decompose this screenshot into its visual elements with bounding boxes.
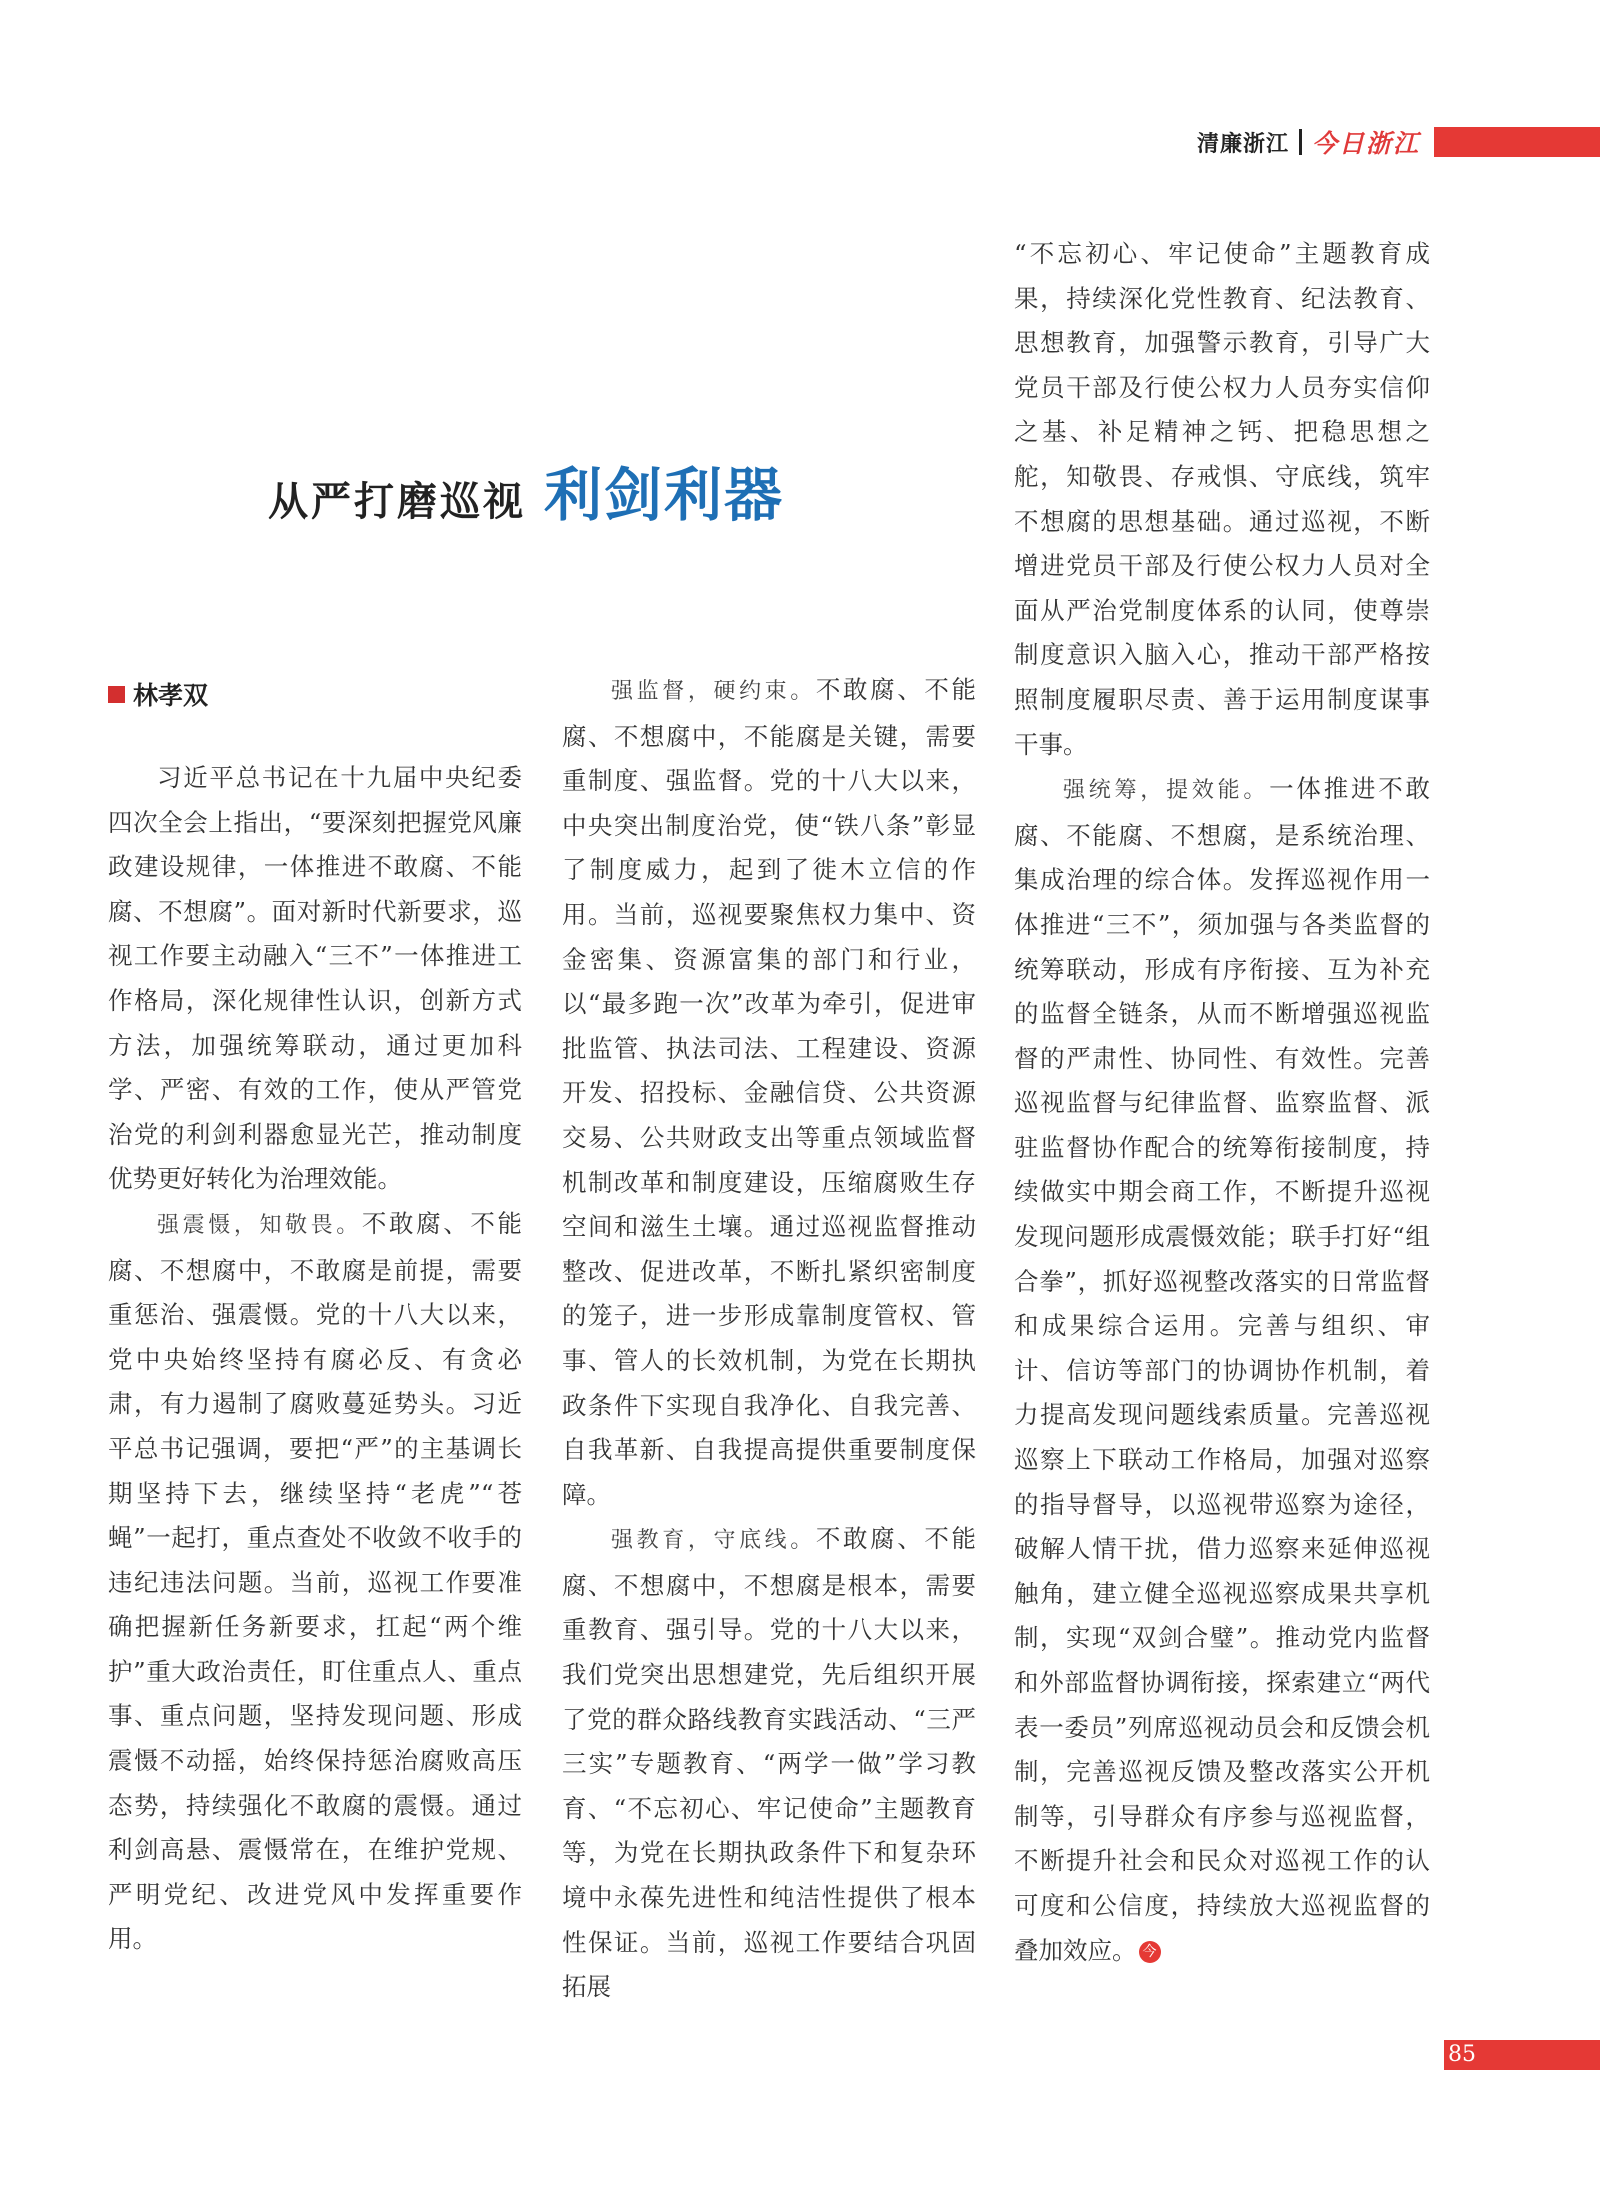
- section-4-lead: 强统筹，提效能。: [1063, 778, 1270, 804]
- end-mark-icon: 今: [1139, 1941, 1161, 1963]
- section-4-paragraph: [1014, 767, 1430, 1973]
- article-title: [268, 448, 948, 532]
- section-1-lead: 强震慑，知敬畏。: [157, 1212, 362, 1238]
- section-label: 清廉浙江: [1196, 131, 1289, 157]
- section-2-body: 不敢腐、不能腐、不想腐中，不能腐是关键，需要重制度、强监督。党的十八大以来，中央突出制度治党，使“铁八条”彰显了制度威力，起到了徙木立信的作用。当前，巡视要聚焦权力集中、资金密集、资源富集的部门和行业，以“最多跑一次”改革为牵引，促进审批监管、执法司法、工程建设、资源开发、招投标、金融信贷、公共资源交易、公共财政支出等重点领域监督机制改革和制度建设，压缩腐败生存空间和滋生土壤。通过巡视监督推动整改、促进改革，不断扎紧织密制度的笼子，进一步形成靠制度管权、管事、管人的长效机制，为党在长期执政条件下实现自我净化、自我完善、自我革新、自我提高提供重要制度保障。: [562, 675, 976, 1509]
- section-2-lead: 强监督，硬约束。: [611, 679, 816, 704]
- section-3-paragraph: [562, 1517, 976, 2010]
- header-divider: [1299, 129, 1302, 155]
- author-marker: [108, 686, 125, 703]
- author-name: 林孝双: [133, 681, 209, 710]
- section-3-body: 不敢腐、不能腐、不想腐中，不想腐是根本，需要重教育、强引导。党的十八大以来，我们党突出思想建党，先后组织开展了党的群众路线教育实践活动、“三严三实”专题教育、“两学一做”学习教育、“不忘初心、牢记使命”主题教育等，为党在长期执政条件下和复杂环境中永葆先进性和纯洁性提供了根本性保证。当前，巡视工作要结合巩固拓展: [562, 1524, 976, 2002]
- title-main: 从严打磨巡视: [268, 478, 526, 525]
- magazine-logo: 今日浙江: [1311, 129, 1420, 158]
- section-3-lead: 强教育，守底线。: [611, 1528, 816, 1554]
- page-number: 85: [1448, 2042, 1476, 2067]
- section-3-continuation: “不忘初心、牢记使命”主题教育成果，持续深化党性教育、纪法教育、思想教育，加强警示教育，引导广大党员干部及行使公权力人员夯实信仰之基、补足精神之钙、把稳思想之舵，知敬畏、存戒惧、守底线，筑牢不想腐的思想基础。通过巡视，不断增进党员干部及行使公权力人员对全面从严治党制度体系的认同，使尊崇制度意识入脑入心，推动干部严格按照制度履职尽责、善于运用制度谋事干事。: [1014, 239, 1430, 759]
- column-1: [108, 756, 522, 1962]
- section-1-body: 不敢腐、不能腐、不想腐中，不敢腐是前提，需要重惩治、强震慑。党的十八大以来，党中央始终坚持有腐必反、有贪必肃，有力遏制了腐败蔓延势头。习近平总书记强调，要把“严”的主基调长期坚持下去，继续坚持“老虎”“苍蝇”一起打，重点查处不收敛不收手的违纪违法问题。当前，巡视工作要准确把握新任务新要求，扛起“两个维护”重大政治责任，盯住重点人、重点事、重点问题，坚持发现问题、形成震慑不动摇，始终保持惩治腐败高压态势，持续强化不敢腐的震慑。通过利剑高悬、震慑常在，在维护党规、严明党纪、改进党风中发挥重要作用。: [108, 1208, 522, 1954]
- column-2: [562, 668, 976, 2010]
- section-1-paragraph: [108, 1202, 522, 1962]
- column-3: [1014, 232, 1430, 1973]
- section-2-paragraph: [562, 668, 976, 1517]
- page-footer-bar: [1444, 2040, 1600, 2070]
- section-4-body: 一体推进不敢腐、不能腐、不想腐，是系统治理、集成治理的综合体。发挥巡视作用一体推进“三不”，须加强与各类监督的统筹联动，形成有序衔接、互为补充的监督全链条，从而不断增强巡视监督的严肃性、协同性、有效性。完善巡视监督与纪律监督、监察监督、派驻监督协作配合的统筹衔接制度，持续做实中期会商工作，不断提升巡视发现问题形成震慑效能；联手打好“组合拳”，抓好巡视整改落实的日常监督和成果综合运用。完善与组织、审计、信访等部门的协调协作机制，着力提高发现问题线索质量。完善巡视巡察上下联动工作格局，加强对巡察的指导督导，以巡视带巡察为途径，破解人情干扰，借力巡察来延伸巡视触角，建立健全巡视巡察成果共享机制，实现“双剑合璧”。推动党内监督和外部监督协调衔接，探索建立“两代表一委员”列席巡视动员会和反馈会机制，完善巡视反馈及整改落实公开机制等，引导群众有序参与巡视监督，不断提升社会和民众对巡视工作的认可度和公信度，持续放大巡视监督的叠加效应。: [1014, 774, 1430, 1965]
- title-accent: 利剑利器: [544, 461, 785, 529]
- magazine-header: [1197, 124, 1600, 160]
- author-byline: [108, 676, 208, 712]
- intro-paragraph: 习近平总书记在十九届中央纪委四次全会上指出，“要深刻把握党风廉政建设规律，一体推进不敢腐、不能腐、不想腐”。面对新时代新要求，巡视工作要主动融入“三不”一体推进工作格局，深化规律性认识，创新方式方法，加强统筹联动，通过更加科学、严密、有效的工作，使从严管党治党的利剑利器愈显光芒，推动制度优势更好转化为治理效能。: [108, 763, 522, 1194]
- header-red-bar: [1434, 127, 1600, 157]
